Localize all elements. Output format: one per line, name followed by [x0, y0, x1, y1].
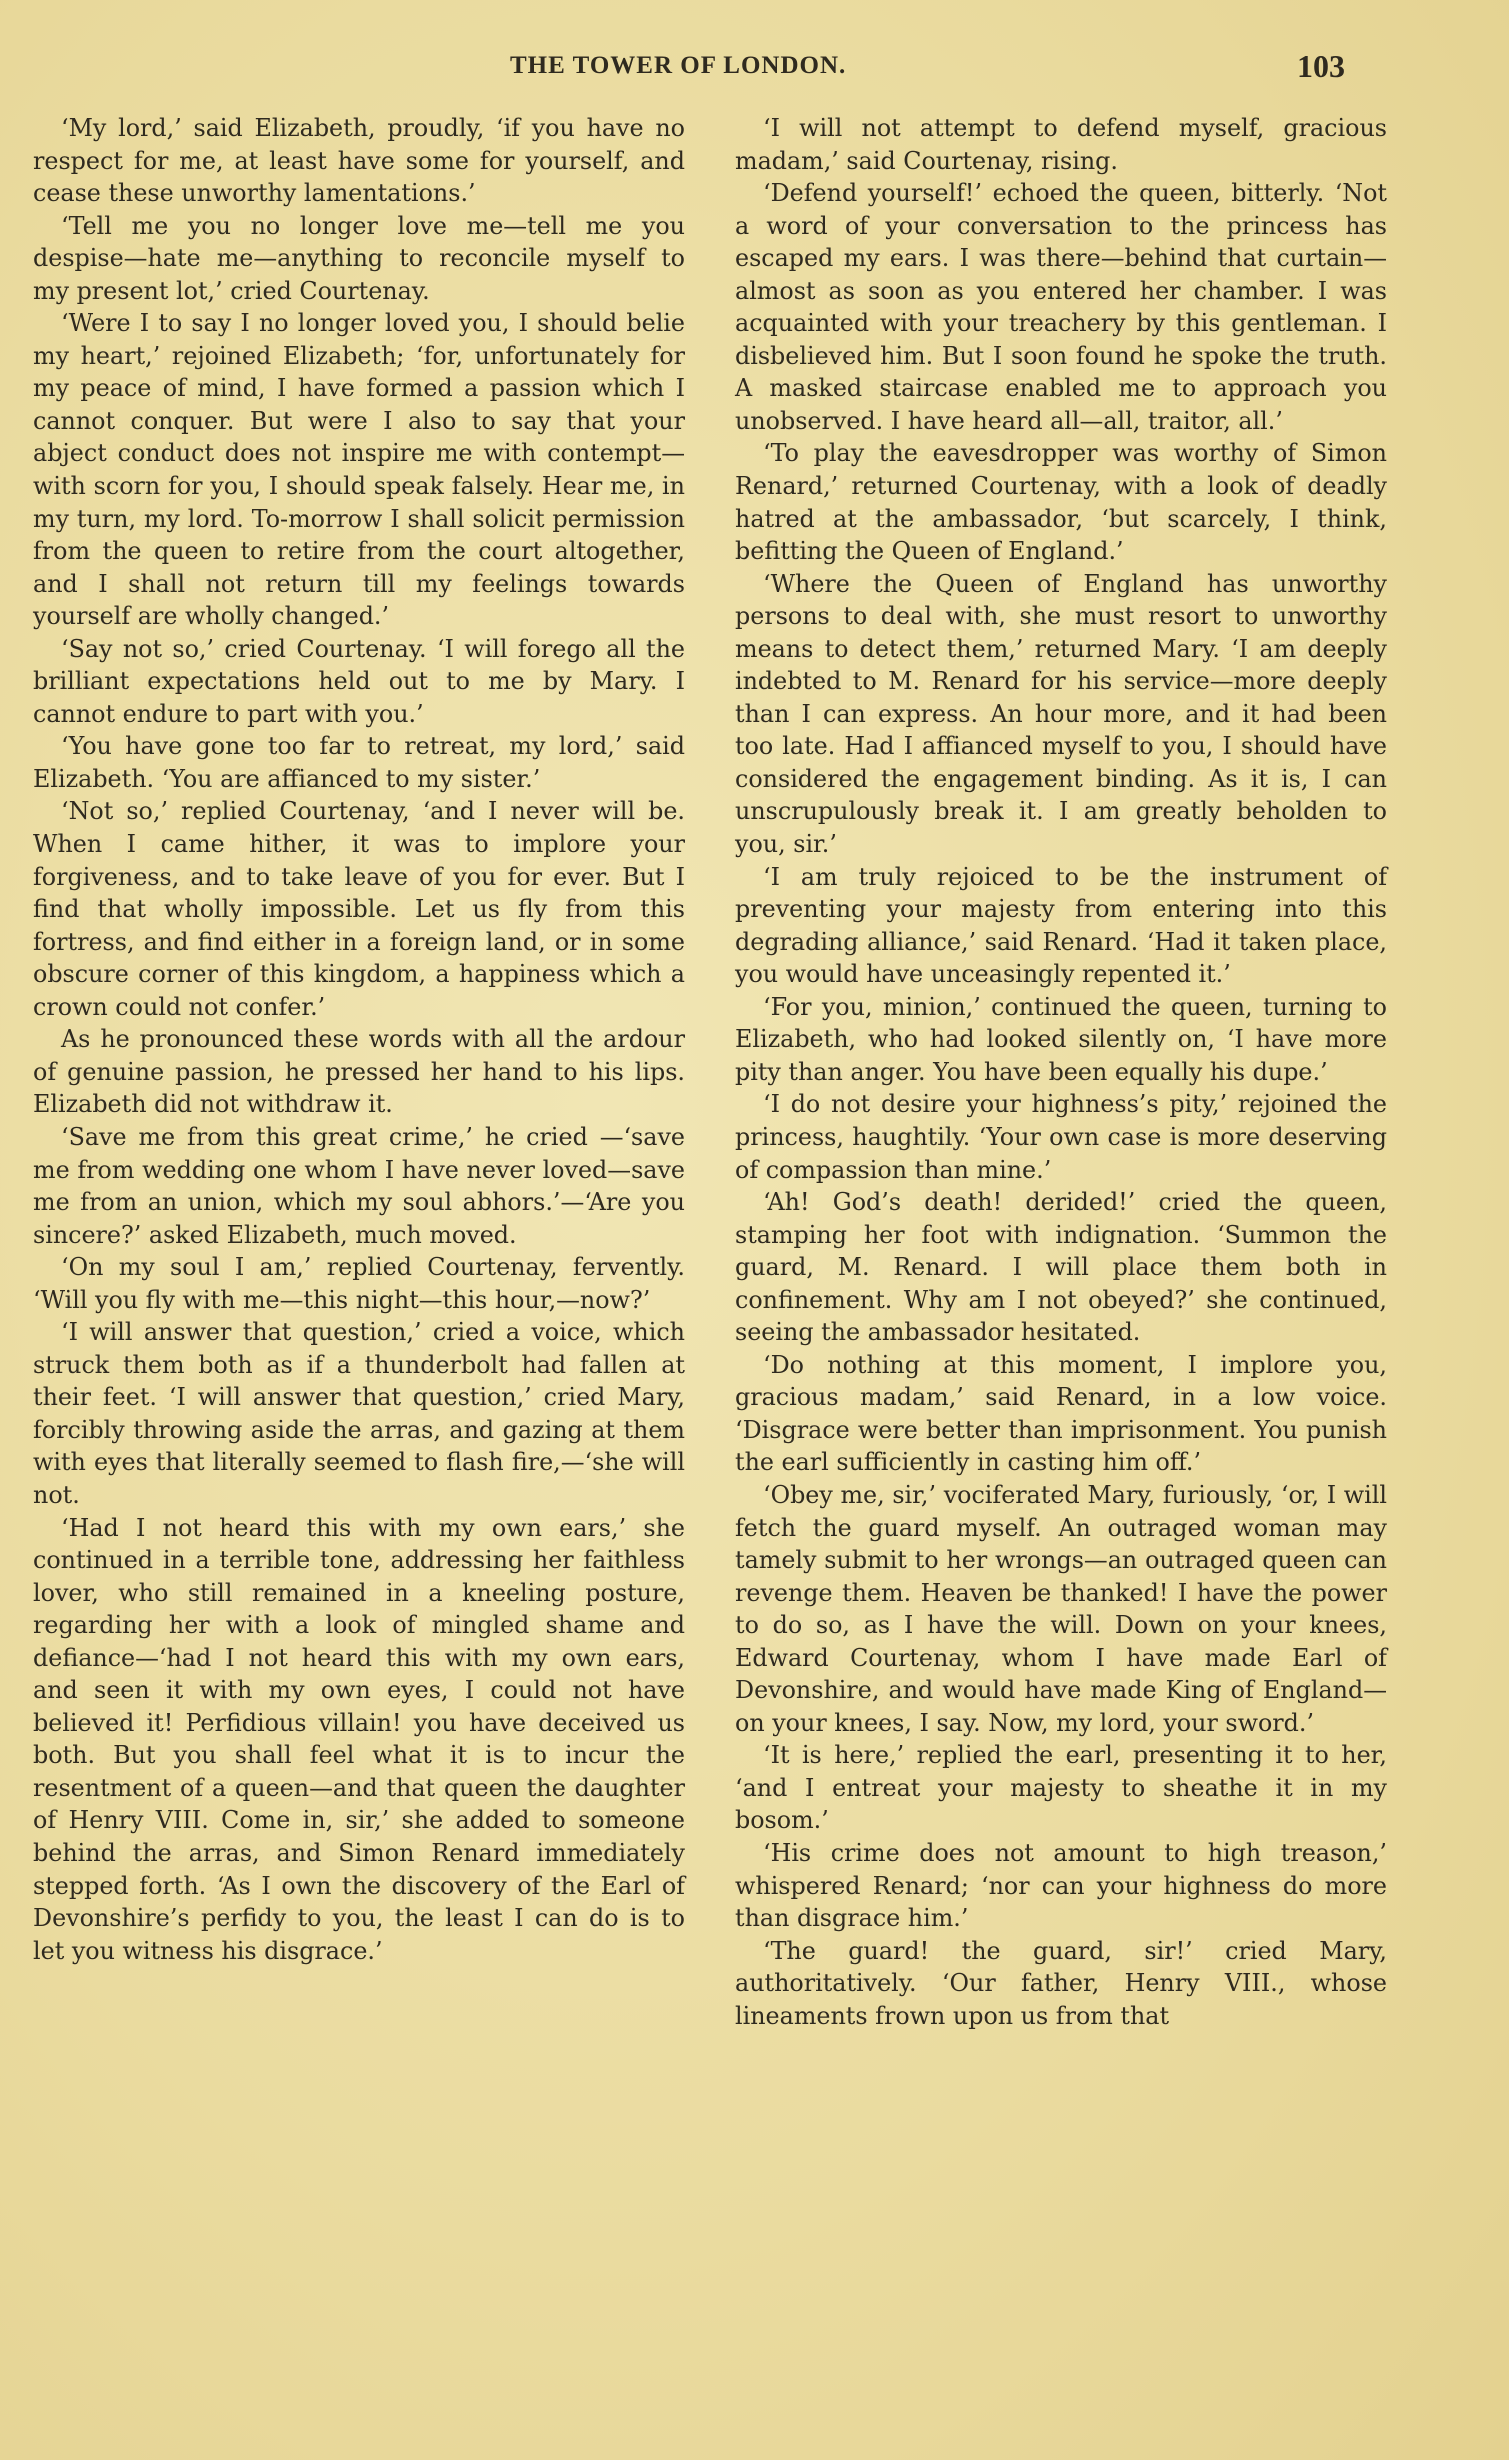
paragraph: ‘For you, minion,’ continued the queen, turning to Elizabeth, who had looked silently on, ‘I have more pity than anger. You have been equally his dupe.’ — [735, 992, 1387, 1086]
left-column — [33, 112, 685, 1967]
paragraph: ‘Not so,’ replied Courtenay, ‘and I never will be. When I came hither, it was to implore your forgiveness, and to take leave of you for ever. But I find that wholly impossible. Let us fly from this fortress, and find either in a foreign land, or in some obscure corner of this kingdom, a happiness which a crown could not confer.’ — [33, 797, 685, 1021]
paragraph: ‘My lord,’ said Elizabeth, proudly, ‘if you have no respect for me, at least have some for yourself, and cease these unworthy lamentations.’ — [33, 114, 685, 208]
paragraph: ‘To play the eavesdropper was worthy of Simon Renard,’ returned Courtenay, with a look of deadly hatred at the ambassador, ‘but scarcely, I think, befitting the Queen of England.’ — [735, 439, 1387, 566]
paragraph: ‘I do not desire your highness’s pity,’ rejoined the princess, haughtily. ‘Your own case is more deserving of compassion than mine.’ — [735, 1090, 1387, 1184]
paragraph: ‘It is here,’ replied the earl, presenting it to her, ‘and I entreat your majesty to sheathe it in my bosom.’ — [735, 1741, 1387, 1835]
page-number: 103 — [1297, 48, 1345, 84]
paragraph: ‘Save me from this great crime,’ he cried —‘save me from wedding one whom I have never loved—save me from an union, which my soul abhors.’—‘Are you sincere?’ asked Elizabeth, much moved. — [33, 1122, 685, 1249]
paragraph: ‘You have gone too far to retreat, my lord,’ said Elizabeth. ‘You are affianced to my sister.’ — [33, 732, 685, 793]
right-column — [735, 112, 1387, 2032]
paragraph: ‘I will answer that question,’ cried a voice, which struck them both as if a thunderbolt had fallen at their feet. ‘I will answer that question,’ cried Mary, forcibly throwing aside the arras, and gazing at them with eyes that literally seemed to flash fire,—‘she will not. — [33, 1318, 685, 1509]
page-header — [0, 48, 1509, 88]
paragraph: ‘I will not attempt to defend myself, gracious madam,’ said Courtenay, rising. — [735, 114, 1387, 175]
paragraph: ‘Do nothing at this moment, I implore you, gracious madam,’ said Renard, in a low voice. ‘Disgrace were better than imprisonment. You punish the earl sufficiently in casting him off.’ — [735, 1350, 1387, 1477]
paragraph: ‘Had I not heard this with my own ears,’ she continued in a terrible tone, addressing her faithless lover, who still remained in a kneeling posture, regarding her with a look of mingled shame and defiance—‘had I not heard this with my own ears, and seen it with my own eyes, I could not have believed it! Perfidious villain! you have deceived us both. But you shall feel what it is to incur the resentment of a queen—and that queen the daughter of Henry VIII. Come in, sir,’ she added to someone behind the arras, and Simon Renard immediately stepped forth. ‘As I own the discovery of the Earl of Devonshire’s perfidy to you, the least I can do is to let you witness his disgrace.’ — [33, 1513, 685, 1965]
paragraph: ‘Tell me you no longer love me—tell me you despise—hate me—anything to reconcile myself to my present lot,’ cried Courtenay. — [33, 211, 685, 305]
paragraph: ‘The guard! the guard, sir!’ cried Mary, authoritatively. ‘Our father, Henry VIII., whose lineaments frown upon us from that — [735, 1936, 1387, 2030]
paragraph: ‘I am truly rejoiced to be the instrument of preventing your majesty from entering into this degrading alliance,’ said Renard. ‘Had it taken place, you would have unceasingly repented it.’ — [735, 862, 1387, 989]
running-head: THE TOWER OF LONDON. — [510, 52, 847, 79]
paragraph: ‘Say not so,’ cried Courtenay. ‘I will forego all the brilliant expectations held out to me by Mary. I cannot endure to part with you.’ — [33, 634, 685, 728]
paragraph: As he pronounced these words with all the ardour of genuine passion, he pressed her hand to his lips. Elizabeth did not withdraw it. — [33, 1025, 685, 1119]
paragraph: ‘Were I to say I no longer loved you, I should belie my heart,’ rejoined Elizabeth; ‘for, unfortunately for my peace of mind, I have formed a passion which I cannot conquer. But were I also to say that your abject conduct does not inspire me with contempt—with scorn for you, I should speak falsely. Hear me, in my turn, my lord. To-morrow I shall solicit permission from the queen to retire from the court altogether, and I shall not return till my feelings towards yourself are wholly changed.’ — [33, 309, 685, 631]
paragraph: ‘Obey me, sir,’ vociferated Mary, furiously, ‘or, I will fetch the guard myself. An outraged woman may tamely submit to her wrongs—an outraged queen can revenge them. Heaven be thanked! I have the power to do so, as I have the will. Down on your knees, Edward Courtenay, whom I have made Earl of Devonshire, and would have made King of England—on your knees, I say. Now, my lord, your sword.’ — [735, 1480, 1387, 1737]
paragraph: ‘Ah! God’s death! derided!’ cried the queen, stamping her foot with indignation. ‘Summon the guard, M. Renard. I will place them both in confinement. Why am I not obeyed?’ she continued, seeing the ambassador hesitated. — [735, 1188, 1387, 1347]
paragraph: ‘Where the Queen of England has unworthy persons to deal with, she must resort to unworthy means to detect them,’ returned Mary. ‘I am deeply indebted to M. Renard for his service—more deeply than I can express. An hour more, and it had been too late. Had I affianced myself to you, I should have considered the engagement binding. As it is, I can unscrupulously break it. I am greatly beholden to you, sir.’ — [735, 569, 1387, 859]
paragraph: ‘Defend yourself!’ echoed the queen, bitterly. ‘Not a word of your conversation to the princess has escaped my ears. I was there—behind that curtain—almost as soon as you entered her chamber. I was acquainted with your treachery by this gentleman. I disbelieved him. But I soon found he spoke the truth. A masked staircase enabled me to approach you unobserved. I have heard all—all, traitor, all.’ — [735, 179, 1387, 435]
paragraph: ‘His crime does not amount to high treason,’ whispered Renard; ‘nor can your highness do more than disgrace him.’ — [735, 1838, 1387, 1933]
paragraph: ‘On my soul I am,’ replied Courtenay, fervently. ‘Will you fly with me—this night—this hour,—now?’ — [33, 1253, 685, 1314]
